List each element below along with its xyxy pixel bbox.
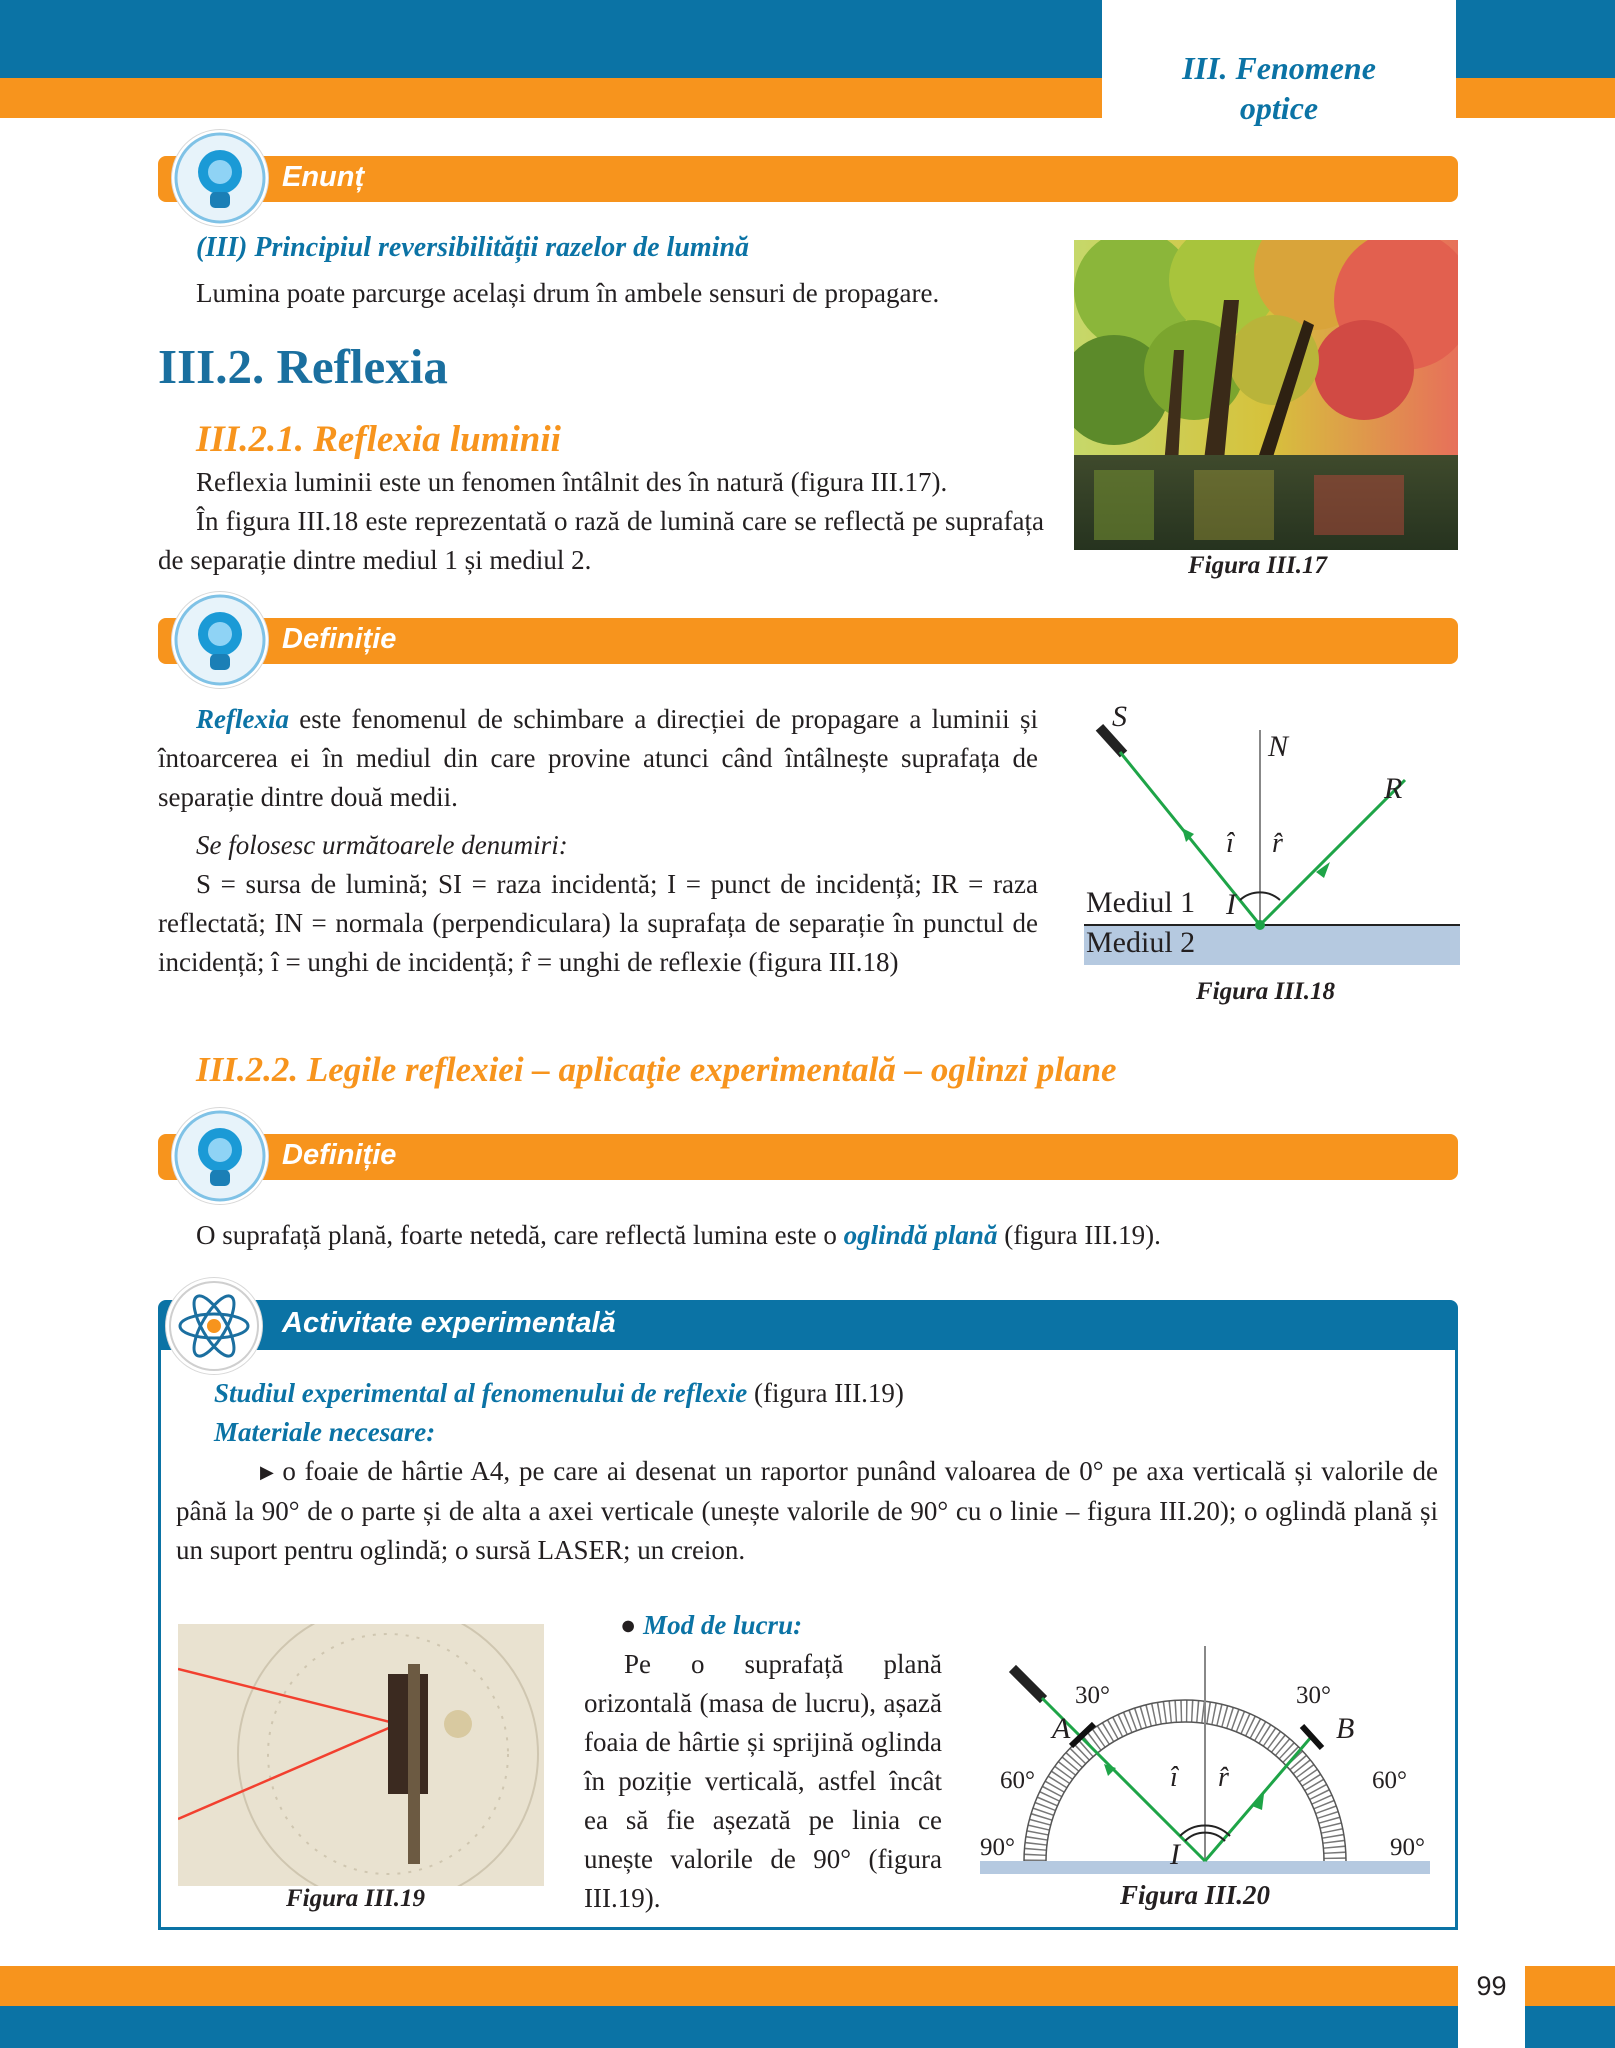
chapter-title-line1: III. Fenomene: [1182, 50, 1376, 86]
activity-materials-title: Materiale necesare:: [214, 1417, 436, 1447]
protractor-diagram: [980, 1636, 1430, 1876]
footer-orange-band-right: [1525, 1966, 1615, 2006]
activity-bar: [158, 1300, 1458, 1350]
fig20-caption: Figura III.20: [1120, 1880, 1271, 1910]
fig20-r90: 90°: [1390, 1834, 1425, 1861]
fig18-r: r̂: [1272, 828, 1283, 859]
def1-term: Reflexia: [196, 704, 289, 734]
enunt-title: (III) Principiul reversibilității razelor de lumină: [196, 232, 750, 263]
footer-blue-band-right: [1525, 2006, 1615, 2048]
fig20-I: I: [1170, 1838, 1180, 1871]
activity-mode-title: [620, 1606, 802, 1645]
triangle-bullet-icon: ▶: [260, 1462, 283, 1482]
header-orange-band-left: [0, 78, 1102, 118]
fig18-I: I: [1226, 888, 1236, 921]
activity-mode-text: Pe o suprafață plană orizontală (masa de lucru), așază foaia de hârtie și sprijină oglinda în poziție verticală, astfel încât ea să fie așezată pe linia ce unește valorile de 90° (figura III.19).: [584, 1649, 942, 1913]
lightbulb-icon: [172, 130, 268, 226]
fig17-caption: Figura III.17: [1188, 552, 1327, 579]
definitie-bar-1: [158, 618, 1458, 664]
enunt-text: Lumina poate parcurge același drum în ambele sensuri de propagare.: [196, 278, 940, 308]
definitie-bar-2: [158, 1134, 1458, 1180]
section-title: III.2. Reflexia: [158, 339, 448, 394]
enunt-bar: [158, 156, 1458, 202]
forest-photo: [1074, 240, 1458, 550]
chapter-title-line2: optice: [1239, 90, 1319, 126]
activity-study: [214, 1374, 904, 1413]
fig20-r: r̂: [1218, 1762, 1229, 1793]
fig18-caption: Figura III.18: [1196, 978, 1335, 1005]
fig19-caption: Figura III.19: [286, 1885, 425, 1912]
def2-post: (figura III.19).: [997, 1220, 1161, 1250]
page-number: 99: [1476, 1971, 1507, 2001]
fig20-A: A: [1052, 1712, 1071, 1745]
fig18-i: î: [1226, 828, 1234, 859]
fig20-l30: 30°: [1075, 1682, 1110, 1709]
fig18-S: S: [1112, 700, 1127, 733]
activity-mode-title-text: Mod de lucru:: [643, 1610, 803, 1640]
header-orange-band-right: [1456, 78, 1615, 118]
definitie-label-2: Definiție: [282, 1139, 397, 1171]
def1-list: S = sursa de lumină; SI = raza incidentă; I = punct de incidență; IR = raza reflectată; IN = normala (perpendiculara) la suprafața de separație în punctul de incidență; î = unghi de incidență; r̂ = unghi de reflexie (figura III.18): [158, 869, 1038, 977]
bullet-dot-icon: ●: [620, 1610, 644, 1640]
activity-study-ref: (figura III.19): [747, 1378, 904, 1408]
def2-paragraph: [196, 1216, 1436, 1255]
lightbulb-icon: [172, 592, 268, 688]
activity-label: Activitate experimentală: [282, 1307, 616, 1339]
footer-orange-band-left: [0, 1966, 1458, 2006]
fig20-B: B: [1336, 1712, 1355, 1745]
def2-pre: O suprafață plană, foarte netedă, care reflectă lumina este o: [196, 1220, 844, 1250]
def1-text: este fenomenul de schimbare a direcției de propagare a luminii și întoarcerea ei în mediul din care provine atunci când întâlnește suprafața de separație dintre două medii.: [158, 704, 1038, 812]
header-blue-band-right: [1456, 0, 1615, 78]
def1-intro: Se folosesc următoarele denumiri:: [196, 830, 568, 860]
fig20-r30: 30°: [1296, 1682, 1331, 1709]
fig20-l90: 90°: [980, 1834, 1015, 1861]
fig18-medium1: Mediul 1: [1086, 886, 1196, 919]
enunt-label: Enunț: [282, 161, 365, 193]
fig20-i: î: [1170, 1762, 1178, 1793]
activity-study-title: Studiul experimental al fenomenului de reflexie: [214, 1378, 748, 1408]
header-blue-band-left: [0, 0, 1102, 78]
fig18-R: R: [1384, 772, 1403, 805]
atom-icon: [166, 1278, 262, 1374]
sub1-p2: În figura III.18 este reprezentată o rază de lumină care se reflectă pe suprafața de separație dintre mediul 1 și mediul 2.: [158, 506, 1044, 575]
definitie-label-1: Definiție: [282, 623, 397, 655]
activity-materials: [176, 1452, 1438, 1570]
fig18-N: N: [1268, 730, 1289, 763]
def2-term: oglindă plană: [843, 1220, 998, 1250]
sub1-p1: Reflexia luminii este un fenomen întâlnit des în natură (figura III.17).: [196, 467, 948, 497]
activity-materials-text: o foaie de hârtie A4, pe care ai desenat un raportor punând valoarea de 0° pe axa verticală și valorile de până la 90° de o parte și de alta a axei verticale (unește valorile de 90° cu o linie – figura III.20); o oglindă plană și un suport pentru oglindă; o sursă LASER; un creion.: [176, 1456, 1439, 1565]
experiment-photo: [178, 1624, 544, 1886]
chapter-title: [1102, 48, 1456, 128]
footer-blue-band-left: [0, 2006, 1458, 2048]
def1-paragraph: [158, 700, 1038, 817]
fig20-l60: 60°: [1000, 1767, 1035, 1794]
sub1-title: III.2.1. Reflexia luminii: [196, 419, 561, 460]
sub2-title: III.2.2. Legile reflexiei – aplicaţie experimentală – oglinzi plane: [196, 1050, 1117, 1089]
lightbulb-icon: [172, 1108, 268, 1204]
fig20-r60: 60°: [1372, 1767, 1407, 1794]
fig18-medium2: Mediul 2: [1086, 926, 1196, 959]
